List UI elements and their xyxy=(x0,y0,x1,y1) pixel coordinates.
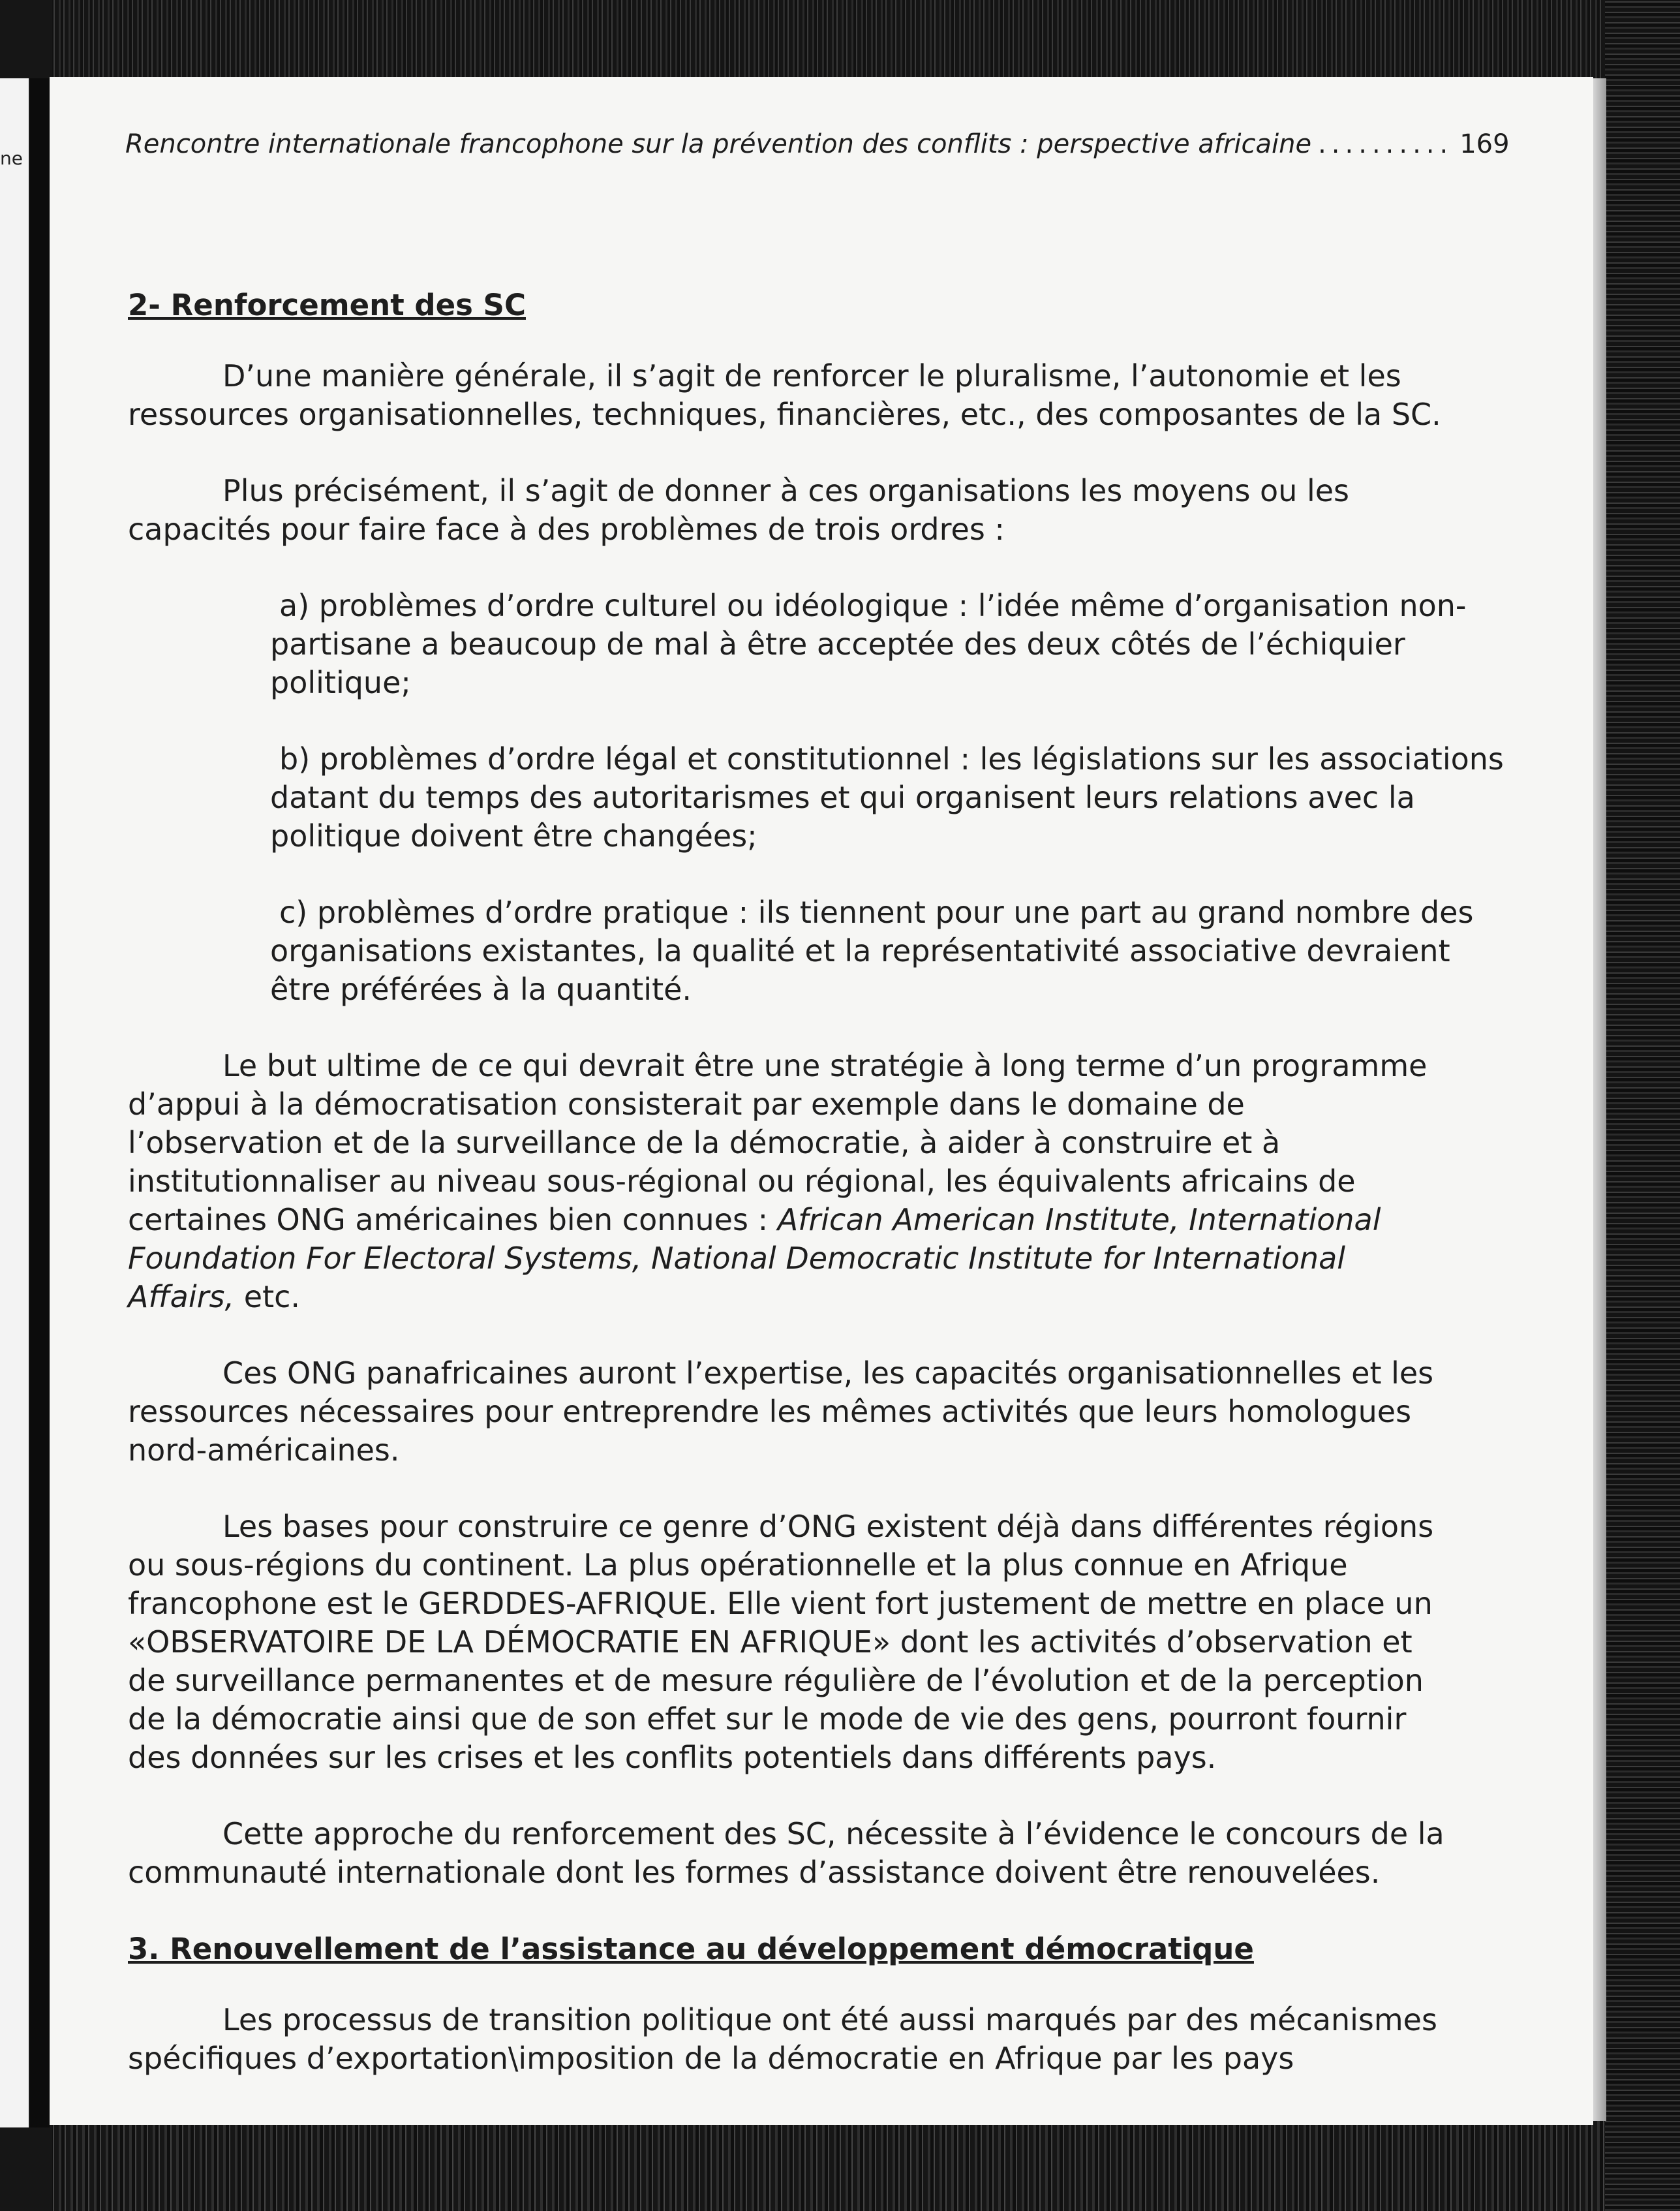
ngo-names-italic: African American Institute, International Foundation For Electoral Systems, National Democratic Institute for International Affairs, xyxy=(128,1202,1381,1314)
header-dot-leader: .......... xyxy=(1318,129,1454,159)
paragraph: Les bases pour construire ce genre d’ONG existent déjà dans différentes régions ou sous-régions du continent. La plus opérationnelle et la plus connue en Afrique francophone est le GERDDES-AFRIQUE. Elle vient fort justement de mettre en place un «OBSERVATOIRE DE LA DÉMOCRATIE EN AFRIQUE» dont les activités d’observation et de surveillance permanentes et de mesure régulière de l’évolution et de la perception de la démocratie ainsi que de son effet sur le mode de vie des gens, pourront fournir des données sur les crises et les conflits potentiels dans différents pays. xyxy=(128,1509,1434,1775)
section-heading-3: 3. Renouvellement de l’assistance au développement démocratique xyxy=(128,1932,1254,1966)
page-number: 169 xyxy=(1459,129,1510,159)
scan-border-top xyxy=(0,0,1680,85)
section-heading-2: 2- Renforcement des SC xyxy=(128,288,526,322)
running-header xyxy=(125,129,1510,159)
adjacent-page-sliver xyxy=(0,78,29,2127)
list-item-text: a) problèmes d’ordre culturel ou idéologique : l’idée même d’organisation non-partisane a beaucoup de mal à être acceptée des deux côtés de l’échiquier politique; xyxy=(270,588,1467,700)
list-item-text: c) problèmes d’ordre pratique : ils tiennent pour une part au grand nombre des organisations existantes, la qualité et la représentativité associative devraient être préférées à la quantité. xyxy=(270,895,1474,1007)
book-binding xyxy=(30,78,50,2127)
scan-border-right xyxy=(1605,0,1680,2211)
paragraph-text-end: etc. xyxy=(234,1279,301,1314)
scan-border-bottom xyxy=(0,2121,1680,2211)
paragraph: Les processus de transition politique ont été aussi marqués par des mécanismes spécifiques d’exportation\imposition de la démocratie en Afrique par les pays xyxy=(128,2002,1437,2076)
paragraph-us-ngos xyxy=(128,1047,1446,1316)
document-page xyxy=(50,77,1593,2125)
paragraph: Plus précisément, il s’agit de donner à ces organisations les moyens ou les capacités pour faire face à des problèmes de trois ordres : xyxy=(128,473,1350,547)
adjacent-page-fragment: ne xyxy=(0,147,23,169)
paragraph: Cette approche du renforcement des SC, nécessite à l’évidence le concours de la communauté internationale dont les formes d’assistance doivent être renouvelées. xyxy=(128,1816,1444,1890)
paragraph: Ces ONG panafricaines auront l’expertise, les capacités organisationnelles et les ressources nécessaires pour entreprendre les mêmes activités que leurs homologues nord-américaines. xyxy=(128,1355,1434,1468)
list-item-b xyxy=(270,740,1510,856)
page-edge-shadow xyxy=(1592,78,1606,2121)
list-item-text: b) problèmes d’ordre légal et constitutionnel : les législations sur les associations datant du temps des autoritarismes et qui organisent leurs relations avec la politique doivent être changées; xyxy=(270,741,1504,854)
paragraph: D’une manière générale, il s’agit de renforcer le pluralisme, l’autonomie et les ressources organisationnelles, techniques, financières, etc., des composantes de la SC. xyxy=(128,358,1441,432)
running-header-title: Rencontre internationale francophone sur la prévention des conflits : perspective africaine xyxy=(125,129,1312,159)
list-item-c xyxy=(270,893,1510,1009)
paragraph-text: Le but ultime de ce qui devrait être une stratégie à long terme d’un programme d’appui à la démocratisation consisterait par exemple dans le domaine de l’observation et de la surveillance de la démocratie, à aider à construire et à institutionnaliser au niveau sous-régional ou régional, les équivalents africains de certaines ONG américaines bien connues : xyxy=(128,1048,1428,1237)
list-item-a xyxy=(270,587,1510,702)
page-body xyxy=(128,286,1504,2116)
